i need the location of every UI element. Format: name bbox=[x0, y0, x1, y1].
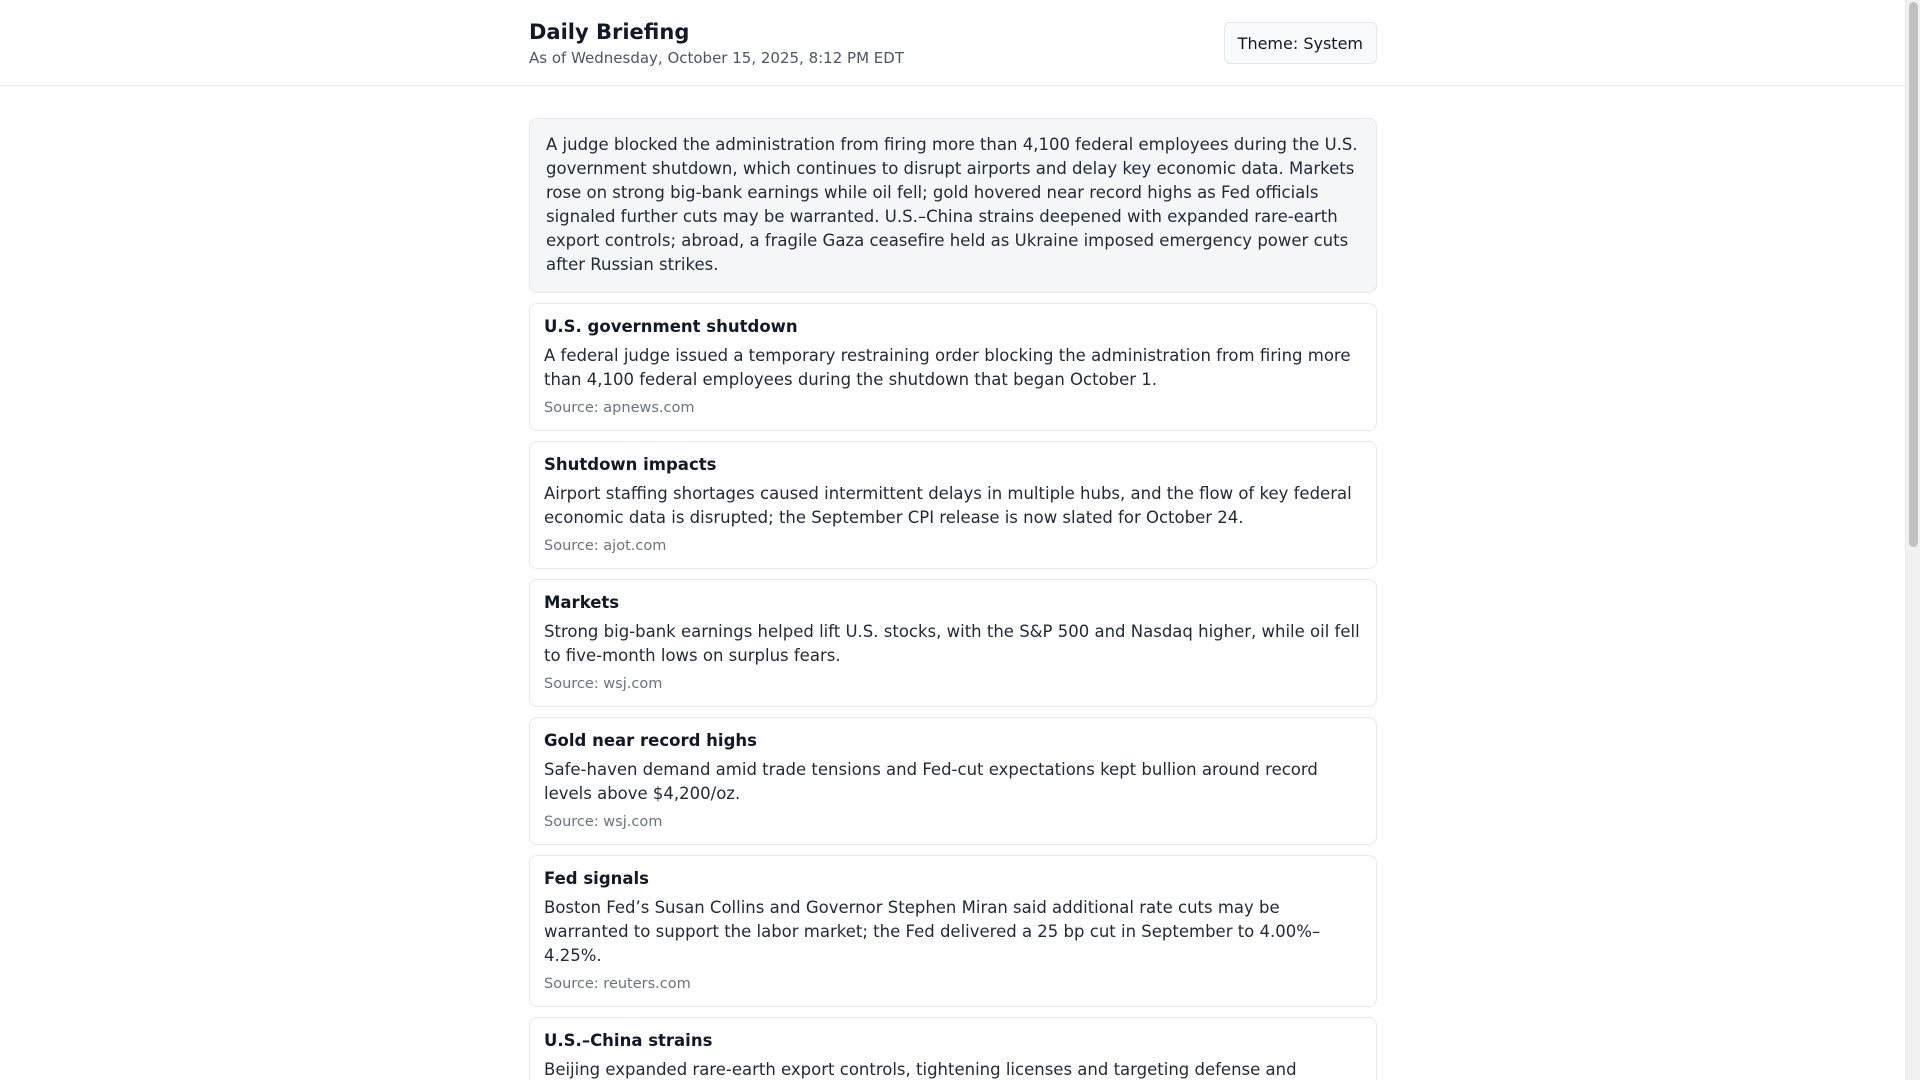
story-card bbox=[529, 303, 1377, 431]
source-label: Source: bbox=[544, 538, 604, 554]
header-titles bbox=[529, 17, 904, 69]
source-domain: ajot.com bbox=[603, 538, 667, 554]
story-source bbox=[544, 398, 1362, 418]
source-label: Source: bbox=[544, 676, 604, 692]
story-title: Shutdown impacts bbox=[544, 455, 717, 474]
story-body: Boston Fed’s Susan Collins and Governor Stephen Miran said additional rate cuts may be warranted to support the labor market; the Fed delivered a 25 bp cut in September to 4.00%–4.25%. bbox=[544, 898, 1321, 965]
story-title: Gold near record highs bbox=[544, 731, 757, 750]
story-card bbox=[529, 441, 1377, 569]
story-source bbox=[544, 674, 1362, 694]
story-body: Beijing expanded rare-earth export controls, tightening licenses and targeting defense and bbox=[544, 1060, 1297, 1079]
story-card bbox=[529, 855, 1377, 1007]
story-title: U.S.–China strains bbox=[544, 1031, 713, 1050]
vertical-scrollbar[interactable] bbox=[1905, 0, 1920, 1080]
page-header bbox=[0, 0, 1905, 86]
briefing-main bbox=[529, 86, 1377, 1080]
story-card bbox=[529, 1017, 1377, 1080]
story-source bbox=[544, 974, 1362, 994]
story-source bbox=[544, 812, 1362, 832]
story-body: Airport staffing shortages caused intermittent delays in multiple hubs, and the flow of key federal economic data is disrupted; the September CPI release is now slated for October 24. bbox=[544, 484, 1352, 527]
source-label: Source: bbox=[544, 400, 604, 416]
summary-box: A judge blocked the administration from firing more than 4,100 federal employees during the U.S. government shutdown, which continues to disrupt airports and delay key economic data. Markets rose on strong big-bank earnings while oil fell; gold hovered near record highs as Fed officials signaled further cuts may be warranted. U.S.–China strains deepened with expanded rare-earth export controls; abroad, a fragile Gaza ceasefire held as Ukraine imposed emergency power cuts after Russian strikes. bbox=[529, 118, 1377, 293]
story-title: Markets bbox=[544, 593, 620, 612]
theme-toggle-button[interactable]: Theme: System bbox=[1224, 22, 1377, 64]
scrollbar-thumb[interactable] bbox=[1909, 2, 1918, 547]
source-domain: apnews.com bbox=[603, 400, 695, 416]
source-label: Source: bbox=[544, 976, 604, 992]
page-subtitle: As of Wednesday, October 15, 2025, 8:12 PM EDT bbox=[529, 49, 904, 67]
header-inner bbox=[529, 0, 1377, 86]
story-body: A federal judge issued a temporary restraining order blocking the administration from firing more than 4,100 federal employees during the shutdown that began October 1. bbox=[544, 346, 1351, 389]
source-domain: reuters.com bbox=[603, 976, 691, 992]
page-title: Daily Briefing bbox=[529, 20, 690, 44]
source-domain: wsj.com bbox=[603, 676, 663, 692]
story-body: Strong big-bank earnings helped lift U.S. stocks, with the S&P 500 and Nasdaq higher, while oil fell to five-month lows on surplus fears. bbox=[544, 622, 1360, 665]
source-label: Source: bbox=[544, 814, 604, 830]
story-title: U.S. government shutdown bbox=[544, 317, 798, 336]
story-source bbox=[544, 536, 1362, 556]
story-card bbox=[529, 579, 1377, 707]
story-body: Safe-haven demand amid trade tensions and Fed-cut expectations kept bullion around record levels above $4,200/oz. bbox=[544, 760, 1318, 803]
story-card bbox=[529, 717, 1377, 845]
source-domain: wsj.com bbox=[603, 814, 663, 830]
story-title: Fed signals bbox=[544, 869, 649, 888]
